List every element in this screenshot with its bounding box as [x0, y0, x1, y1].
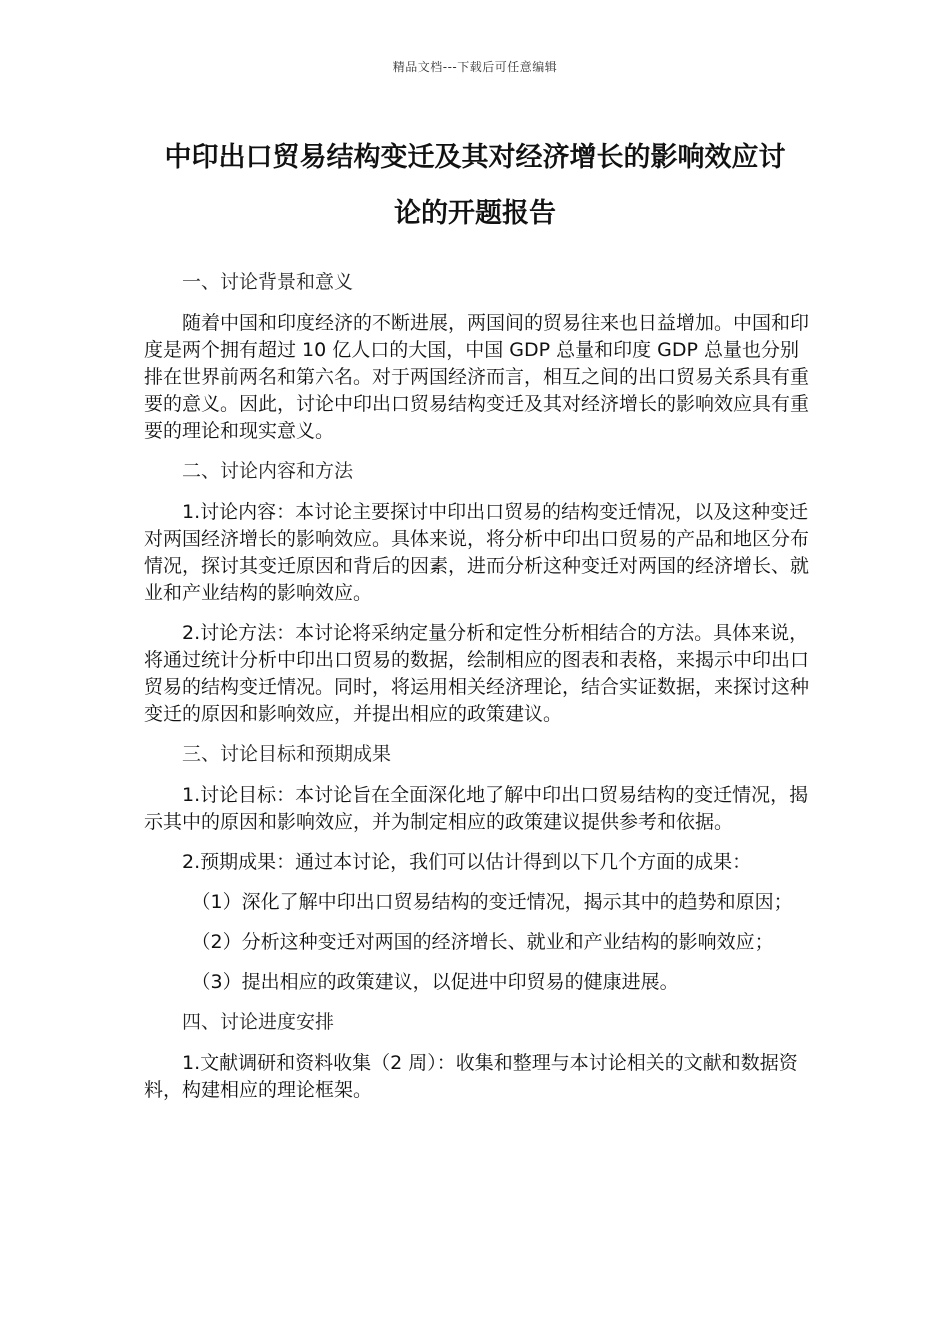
- header-note: 精品文档---下载后可任意编辑: [392, 60, 558, 74]
- section-heading-background: 一、讨论背景和意义: [182, 271, 354, 293]
- paragraph-schedule-step-1: 1.文献调研和资料收集（2 周）：收集和整理与本讨论相关的文献和数据资料，构建相应的理论框架。: [144, 1052, 798, 1101]
- outcome-item-1: （1）深化了解中印出口贸易结构的变迁情况，揭示其中的趋势和原因；: [191, 891, 793, 913]
- document-title: [120, 130, 830, 242]
- section-heading-content-method: 二、讨论内容和方法: [182, 460, 354, 482]
- document-body: [144, 266, 810, 1117]
- title-line-1: 中印出口贸易结构变迁及其对经济增长的影响效应讨: [164, 142, 786, 173]
- paragraph-expected-outcomes: 2.预期成果：通过本讨论，我们可以估计得到以下几个方面的成果：: [182, 851, 752, 873]
- paragraph-background: 随着中国和印度经济的不断进展，两国间的贸易往来也日益增加。中国和印度是两个拥有超过 10 亿人口的大国，中国 GDP 总量和印度 GDP 总量也分别排在世界前两名和第六名。对于两国经济而言，相互之间的出口贸易关系具有重要的意义。因此，讨论中印出口贸易结构变迁及其对经济增长的影响效应具有重要的理论和现实意义。: [144, 312, 810, 442]
- paragraph-research-goal: 1.讨论目标：本讨论旨在全面深化地了解中印出口贸易结构的变迁情况，揭示其中的原因和影响效应，并为制定相应的政策建议提供参考和依据。: [144, 784, 809, 833]
- outcome-item-2: （2）分析这种变迁对两国的经济增长、就业和产业结构的影响效应；: [191, 931, 774, 953]
- section-heading-schedule: 四、讨论进度安排: [182, 1011, 335, 1033]
- paragraph-research-content: 1.讨论内容：本讨论主要探讨中印出口贸易的结构变迁情况，以及这种变迁对两国经济增长的影响效应。具体来说，将分析中印出口贸易的产品和地区分布情况，探讨其变迁原因和背后的因素，进而分析这种变迁对两国的经济增长、就业和产业结构的影响效应。: [144, 501, 810, 604]
- section-heading-goals-outcomes: 三、讨论目标和预期成果: [182, 743, 392, 765]
- title-line-2: 论的开题报告: [394, 198, 556, 229]
- outcome-item-3: （3）提出相应的政策建议，以促进中印贸易的健康进展。: [191, 971, 679, 993]
- paragraph-research-method: 2.讨论方法：本讨论将采纳定量分析和定性分析相结合的方法。具体来说，将通过统计分析中印出口贸易的数据，绘制相应的图表和表格，来揭示中印出口贸易的结构变迁情况。同时，将运用相关经济理论，结合实证数据，来探讨这种变迁的原因和影响效应，并提出相应的政策建议。: [144, 622, 810, 725]
